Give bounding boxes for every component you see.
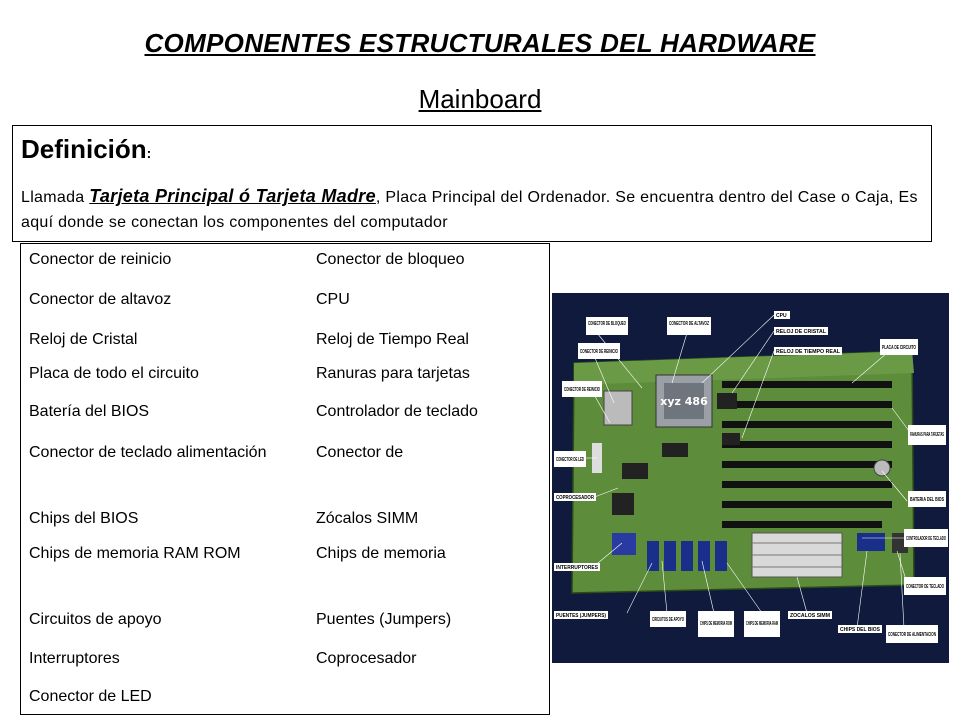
label-conector-reinicio-2: CONECTOR DE REINICIO [564,387,601,393]
component-left: Chips de memoria RAM ROM [29,545,241,562]
cpu-marking: xyz 486 [660,395,708,408]
support-chip [622,463,648,479]
label-conector-teclado: CONECTOR DE TECLADO [906,584,945,590]
memory-chip [664,541,676,571]
component-right: Ranuras para tarjetas [316,365,470,382]
component-left: Reloj de Cristal [29,331,138,348]
component-right: Reloj de Tiempo Real [316,331,469,348]
expansion-slot [722,401,892,408]
memory-chip [681,541,693,571]
definition-colon: : [146,145,152,161]
component-left: Conector de teclado alimentación [29,444,267,461]
definition-heading [21,134,151,165]
component-left: Batería del BIOS [29,403,150,420]
definition-text-before: Llamada [21,189,90,206]
label-conector-altavoz: CONECTOR DE ALTAVOZ [669,321,709,327]
definition-heading-text: Definición [21,134,147,164]
label-ranuras: RANURAS PARA TARJETAS [910,432,945,438]
definition-text-after: , Placa Principal del Ordenador. Se encuentra dentro del Case o Caja, Es aquí donde se conectan los componentes del computador [21,189,918,231]
memory-chip [647,541,659,571]
expansion-slot [722,501,892,508]
label-conector-alimentacion: CONECTOR DE ALIMENTACION [888,632,937,638]
component-right: CPU [316,291,350,308]
label-zocalos: ZOCALOS SIMM [790,613,830,619]
component-left: Conector de reinicio [29,251,172,268]
component-right: Zócalos SIMM [316,510,419,527]
expansion-slot [722,461,892,468]
memory-chip [698,541,710,571]
component-left: Conector de altavoz [29,291,172,308]
component-left: Chips del BIOS [29,510,139,527]
label-reloj-tiempo-real: RELOJ DE TIEMPO REAL [776,349,840,355]
bios-battery [874,460,890,476]
expansion-slot [722,421,892,428]
component-right: Controlador de teclado [316,403,478,420]
definition-text [21,184,921,235]
label-chips-ram: CHIPS DE MEMORIA RAM [746,621,778,627]
label-interruptores: INTERRUPTORES [556,565,599,571]
label-placa-circuito: PLACA DE CIRCUITO [882,345,917,351]
bios-chip [717,393,737,409]
label-cpu: CPU [776,313,787,319]
label-bateria: BATERIA DEL BIOS [910,497,945,503]
support-chip [722,433,740,445]
label-circuitos-apoyo: CIRCUITOS DE APOYO [652,617,685,623]
components-list [20,243,550,715]
interrupter-chip [612,533,636,555]
definition-box [12,125,932,242]
component-left: Interruptores [29,650,120,667]
component-right: Conector de bloqueo [316,251,465,268]
component-right: Conector de [316,444,404,461]
label-controlador-teclado: CONTROLADOR DE TECLADO [906,536,947,542]
label-puentes: PUENTES (JUMPERS) [556,613,607,619]
memory-chip [715,541,727,571]
label-conector-reinicio: CONECTOR DE REINICIO [580,349,619,355]
label-conector-led: CONECTOR DE LED [556,457,585,463]
component-right: Coprocesador [316,650,417,667]
component-left: Circuitos de apoyo [29,611,162,628]
component-left: Placa de todo el circuito [29,365,199,382]
page-subtitle: Mainboard [418,84,542,114]
label-chips-bios: CHIPS DEL BIOS [840,627,881,633]
expansion-slot [722,441,892,448]
label-coprocesador: COPROCESADOR [556,495,595,501]
component-right: Puentes (Jumpers) [316,611,452,628]
motherboard-svg [552,293,949,663]
component-left: Conector de LED [29,688,152,705]
expansion-slot [722,481,892,488]
definition-emphasis: Tarjeta Principal ó Tarjeta Madre [89,186,376,206]
label-reloj-cristal: RELOJ DE CRISTAL [776,329,826,335]
page-title: COMPONENTES ESTRUCTURALES DEL HARDWARE [144,28,816,58]
support-chip [662,443,688,457]
label-conector-bloqueo: CONECTOR DE BLOQUEO [588,321,627,327]
motherboard-diagram [552,293,949,663]
support-chip [612,493,634,515]
component-right: Chips de memoria [316,545,446,562]
expansion-slot [722,381,892,388]
expansion-slot [722,521,882,528]
label-chips-rom: CHIPS DE MEMORIA ROM [700,621,732,627]
bios-chip [857,533,885,551]
